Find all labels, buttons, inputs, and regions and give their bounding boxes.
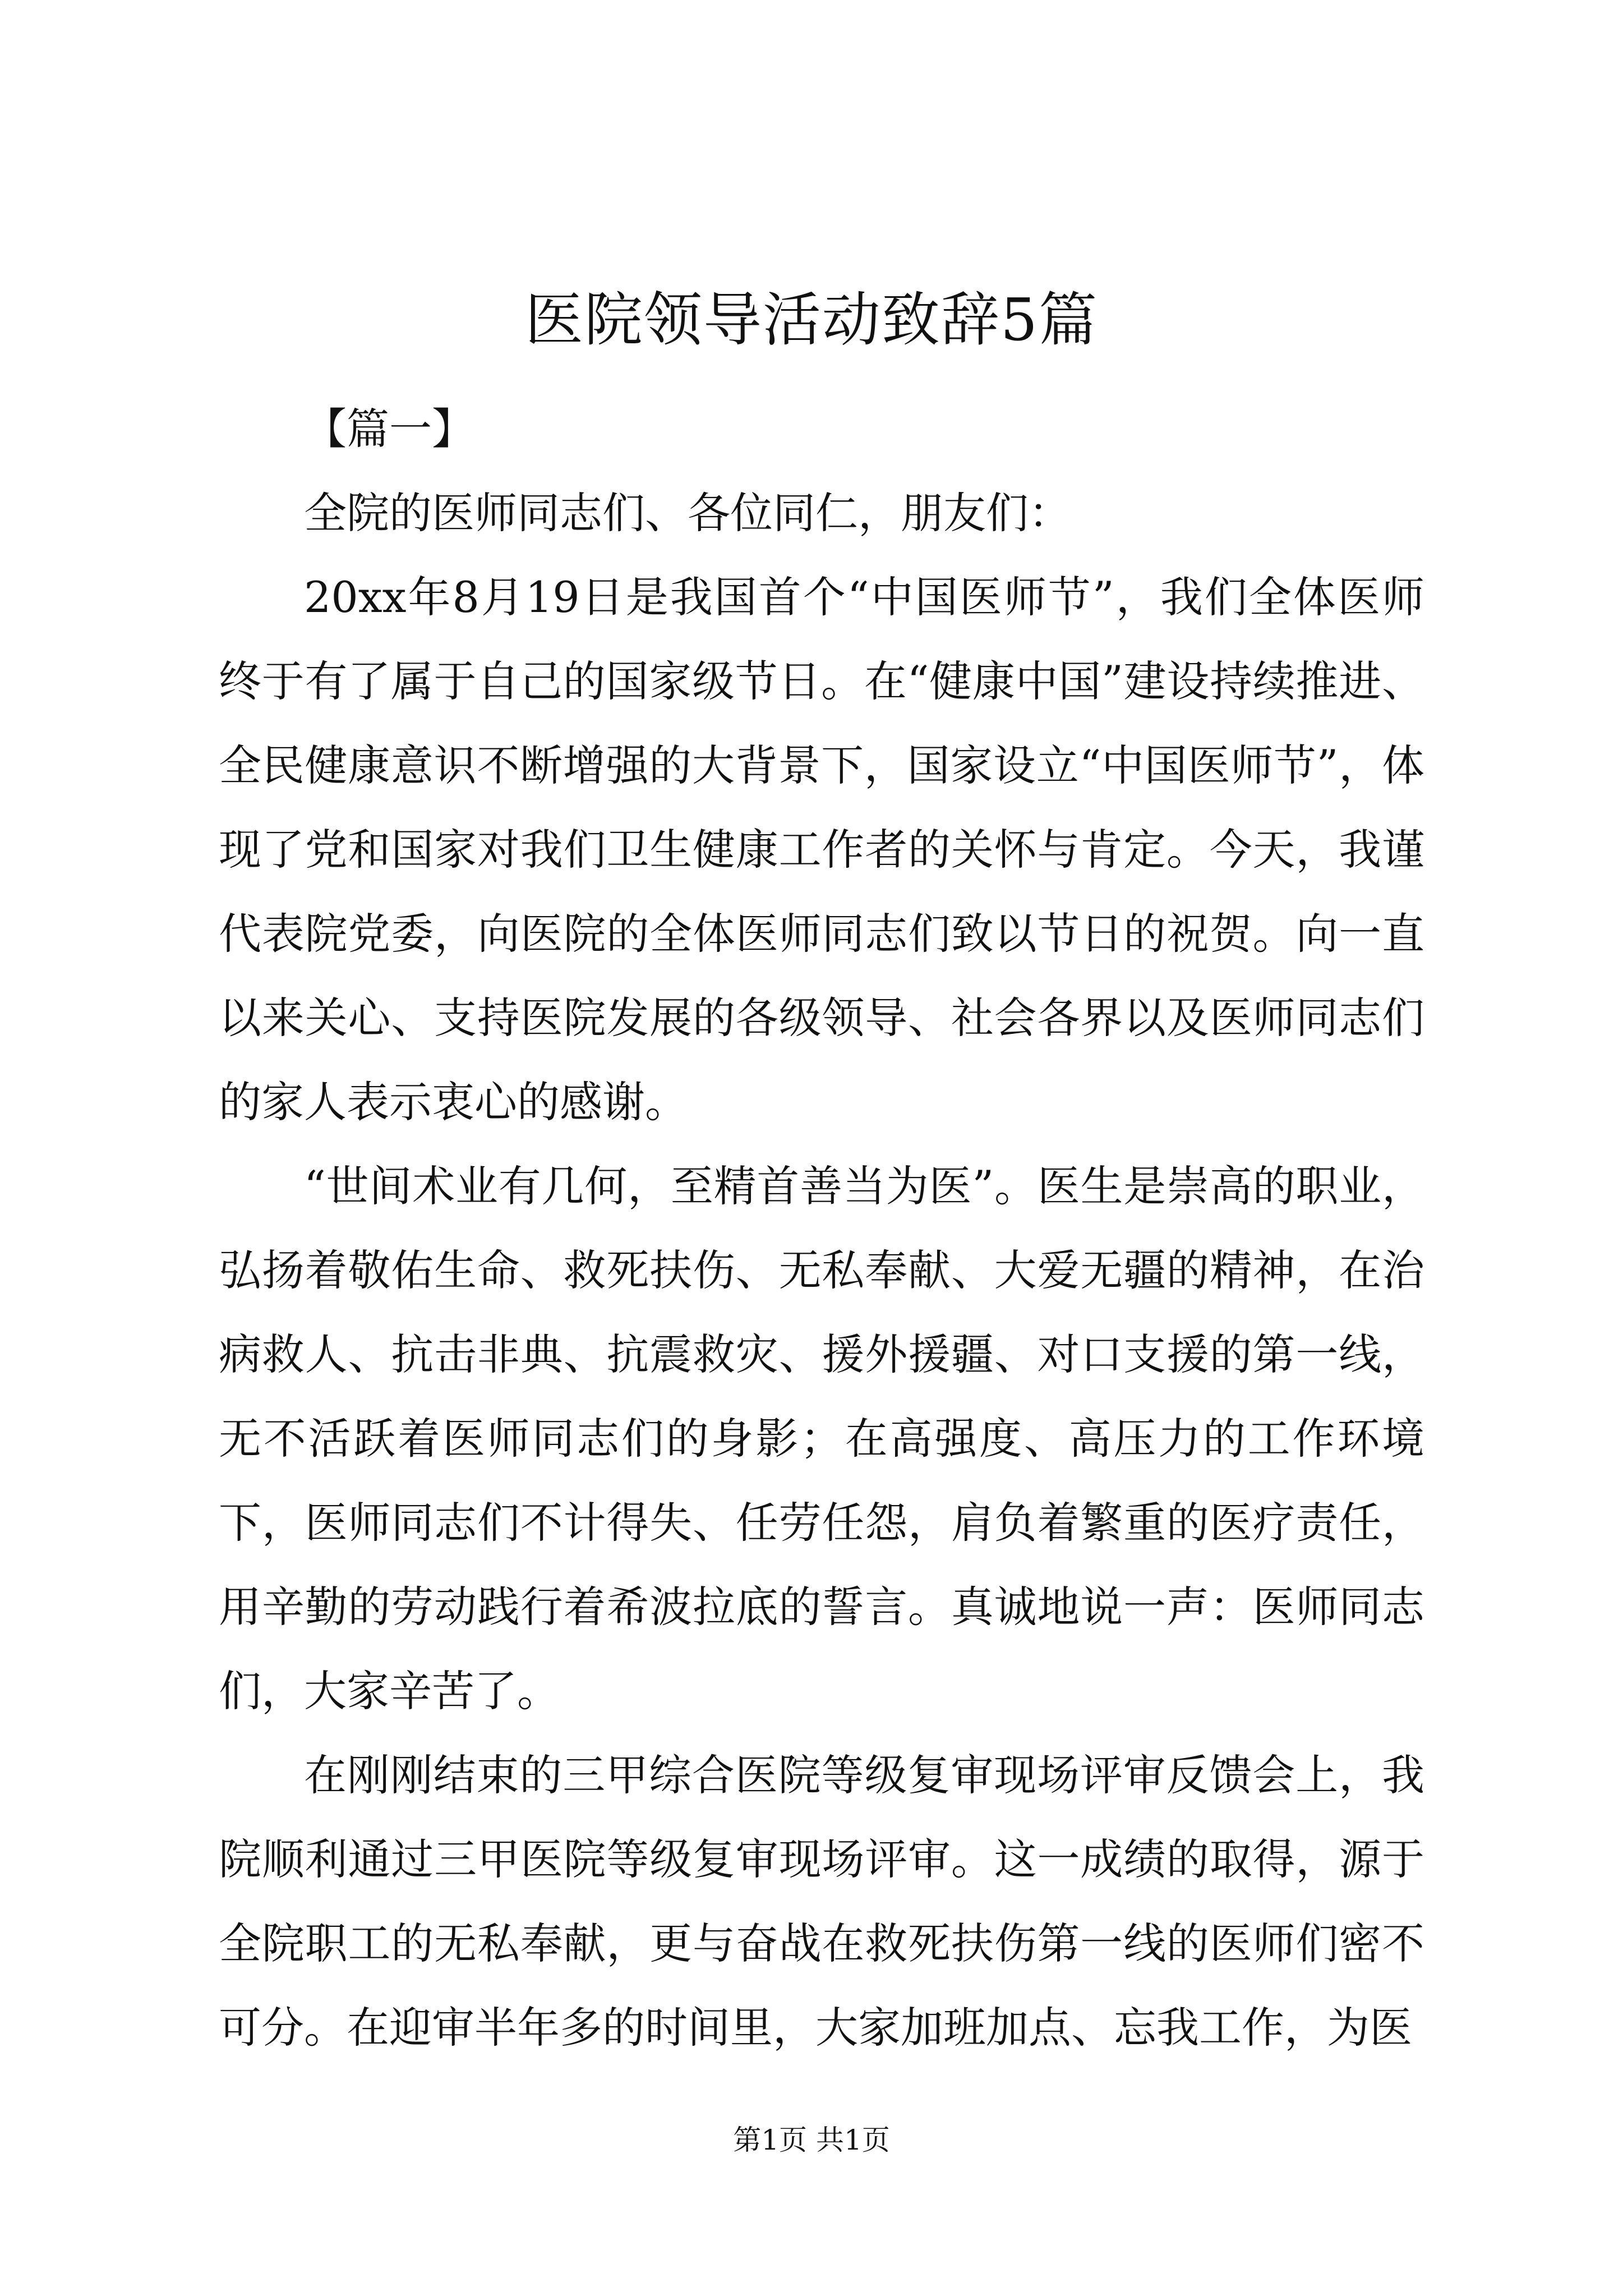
body-paragraph-1: 20xx年8月19日是我国首个“中国医师节”，我们全体医师终于有了属于自己的国家级节日。在“健康中国”建设持续推进、全民健康意识不断增强的大背景下，国家设立“中国医师节”，体现了党和国家对我们卫生健康工作者的关怀与肯定。今天，我谨代表院党委，向医院的全体医师同志们致以节日的祝贺。向一直以来关心、支持医院发展的各级领导、社会各界以及医师同志们的家人表示衷心的感谢。 (219, 572, 1424, 1127)
page-number-footer: 第1页 共1页 (733, 2124, 890, 2156)
salutation-paragraph: 全院的医师同志们、各位同仁，朋友们： (304, 488, 1071, 538)
body-paragraph-3: 在刚刚结束的三甲综合医院等级复审现场评审反馈会上，我院顺利通过三甲医院等级复审现场评审。这一成绩的取得，源于全院职工的无私奉献，更与奋战在救死扶伤第一线的医师们密不可分。在迎审半年多的时间里，大家加班加点、忘我工作，为医 (219, 1750, 1424, 2053)
document-body (219, 387, 1424, 2070)
section-heading: 【篇一】 (304, 404, 474, 454)
document-title: 医院领导活动致辞5篇 (524, 286, 1099, 354)
body-paragraph-2: “世间术业有几何，至精首善当为医”。医生是崇高的职业，弘扬着敬佑生命、救死扶伤、无私奉献、大爱无疆的精神，在治病救人、抗击非典、抗震救灾、援外援疆、对口支援的第一线，无不活跃着医师同志们的身影；在高强度、高压力的工作环境下，医师同志们不计得失、任劳任怨，肩负着繁重的医疗责任，用辛勤的劳动践行着希波拉底的誓言。真诚地说一声：医师同志们，大家辛苦了。 (219, 1161, 1424, 1716)
